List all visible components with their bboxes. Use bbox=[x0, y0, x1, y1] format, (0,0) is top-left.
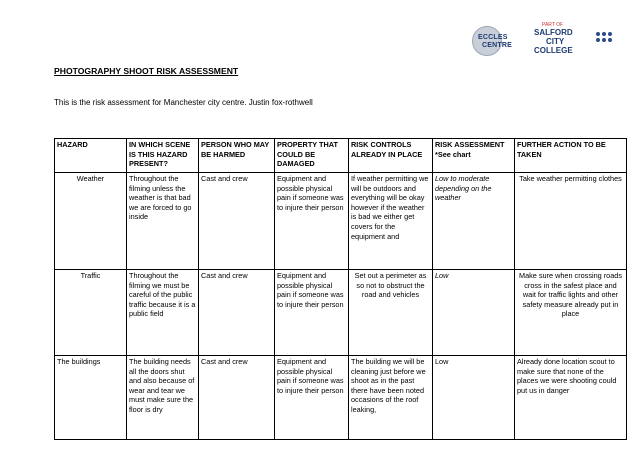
header-scene: IN WHICH SCENE IS THIS HAZARD PRESENT? bbox=[127, 139, 199, 173]
cell-property: Equipment and possible physical pain if someone was to injure their person bbox=[275, 173, 349, 270]
eccles-logo-disc bbox=[472, 26, 502, 56]
cell-person: Cast and crew bbox=[199, 356, 275, 440]
cell-property: Equipment and possible physical pain if someone was to injure their person bbox=[275, 356, 349, 440]
cell-person: Cast and crew bbox=[199, 270, 275, 356]
cell-hazard: Traffic bbox=[55, 270, 127, 356]
eccles-logo-text-2: CENTRE bbox=[482, 42, 512, 49]
header-action: FURTHER ACTION TO BE TAKEN bbox=[515, 139, 627, 173]
cell-scene: Throughout the filming we must be careful of the public traffic because it is a public field bbox=[127, 270, 199, 356]
table-row bbox=[55, 356, 627, 440]
cell-controls: If weather permitting we will be outdoors and everything will be okay however if the weather is bad we either get covers for the equipment and bbox=[349, 173, 433, 270]
table-row bbox=[55, 173, 627, 270]
cell-controls: The building we will be cleaning just before we shoot as in the past there have been noted occasions of the roof leaking, bbox=[349, 356, 433, 440]
cell-assessment: Low to moderate depending on the weather bbox=[433, 173, 515, 270]
cell-hazard: Weather bbox=[55, 173, 127, 270]
cell-property: Equipment and possible physical pain if someone was to injure their person bbox=[275, 270, 349, 356]
table-header-row bbox=[55, 139, 627, 173]
cell-hazard: The buildings bbox=[55, 356, 127, 440]
cell-action: Already done location scout to make sure that none of the places we were shooting could put us in danger bbox=[515, 356, 627, 440]
cell-controls: Set out a perimeter as so not to obstruct the road and vehicles bbox=[349, 270, 433, 356]
header-property: PROPERTY THAT COULD BE DAMAGED bbox=[275, 139, 349, 173]
logos bbox=[470, 22, 620, 62]
document-intro: This is the risk assessment for Manchester city centre. Justin fox-rothwell bbox=[54, 98, 313, 107]
salford-logo-small-text: PART OF bbox=[542, 22, 564, 28]
salford-logo-text-1: SALFORD bbox=[534, 28, 573, 37]
header-hazard: HAZARD bbox=[55, 139, 127, 173]
cell-assessment: Low bbox=[433, 356, 515, 440]
cell-action: Take weather permitting clothes bbox=[515, 173, 627, 270]
header-person: PERSON WHO MAY BE HARMED bbox=[199, 139, 275, 173]
cell-scene: The building needs all the doors shut and also because of wear and tear we must make sure the floor is dry bbox=[127, 356, 199, 440]
salford-city-college-logo bbox=[526, 22, 620, 62]
table-row bbox=[55, 270, 627, 356]
salford-logo-dots bbox=[596, 32, 616, 46]
header-controls: RISK CONTROLS ALREADY IN PLACE bbox=[349, 139, 433, 173]
risk-assessment-table bbox=[54, 138, 627, 440]
cell-assessment: Low bbox=[433, 270, 515, 356]
cell-action: Make sure when crossing roads cross in the safest place and wait for traffic lights and other safety measure already put in place bbox=[515, 270, 627, 356]
cell-scene: Throughout the filming unless the weather is that bad we are forced to go inside bbox=[127, 173, 199, 270]
eccles-centre-logo bbox=[470, 26, 526, 60]
salford-logo-text-2: CITY bbox=[546, 37, 565, 46]
cell-person: Cast and crew bbox=[199, 173, 275, 270]
document-title: PHOTOGRAPHY SHOOT RISK ASSESSMENT bbox=[54, 66, 239, 76]
header-assessment: RISK ASSESSMENT *See chart bbox=[433, 139, 515, 173]
salford-logo-text-3: COLLEGE bbox=[534, 46, 573, 55]
eccles-logo-text-1: ECCLES bbox=[478, 34, 508, 41]
